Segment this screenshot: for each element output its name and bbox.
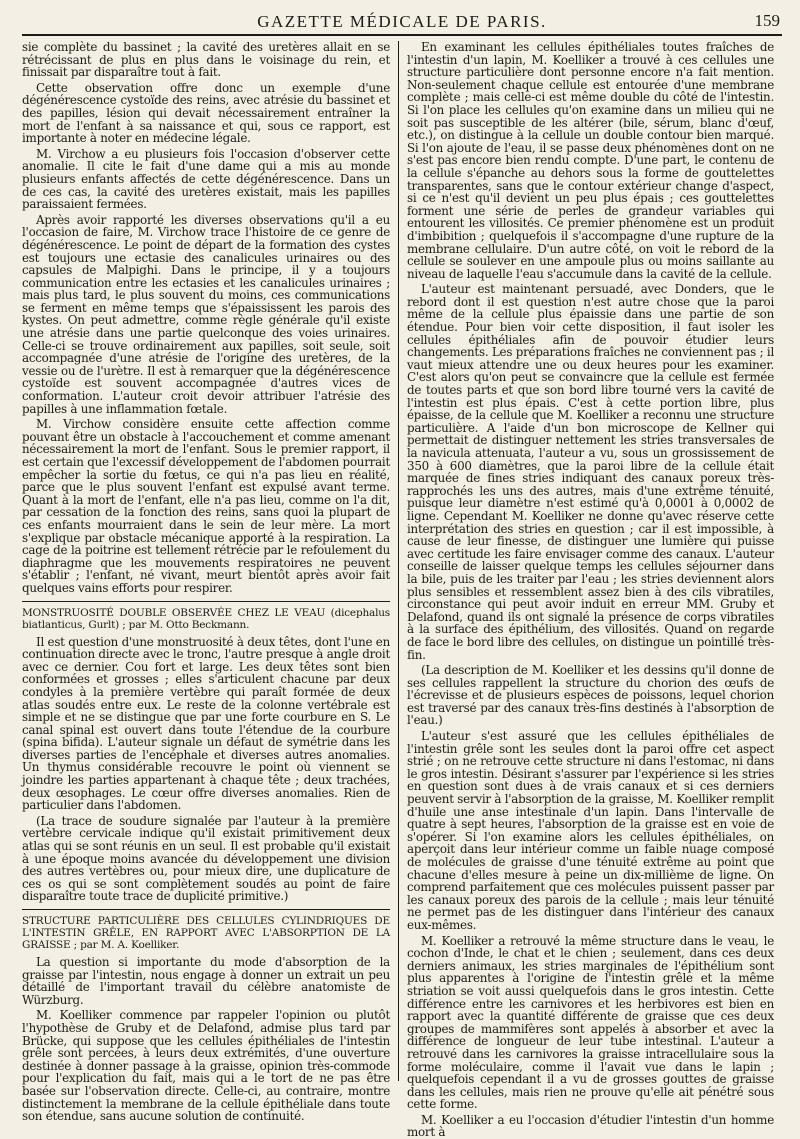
section-heading: MONSTRUOSITÉ DOUBLE OBSERVÉE CHEZ LE VEAU (dicephalus biatlanticus, Gurlt) ; par M. Otto Beckmann. xyxy=(22,601,390,631)
page-header xyxy=(22,0,782,36)
journal-title: GAZETTE MÉDICALE DE PARIS. xyxy=(257,12,547,31)
paragraph: Cette observation offre donc un exemple d'une dégénérescence cystoïde des reins, avec atrésie du bassinet et des papilles, lésion qui devait nécessairement entraîner la mort de l'enfant à sa naissance et qui, sous ce rapport, est importante à noter en médecine légale. xyxy=(22,80,390,146)
paragraph: (La trace de soudure signalée par l'auteur à la première vertèbre cervicale indique qu'il existait primitivement deux atlas qui se sont réunis en un seul. Il est probable qu'il existait à une époque moins avancée du développement une division des autres vertèbres ou, pour mieux dire, une duplicature de ces os qui se sont complètement soudés au point de faire disparaître toute trace de duplicité primitive.) xyxy=(22,813,390,904)
paragraph: M. Koelliker a retrouvé la même structure dans le veau, le cochon d'Inde, le chat et le chien ; seulement, dans ces deux derniers animaux, les stries marginales de l'épithélium sont plus apparentes à l'origine de l'intestin grêle et la même striation se voit aussi quelquefois dans le gros intestin. Cette différence entre les carnivores et les herbivores est bien en rapport avec la quantité différente de graisse que ces deux groupes de mammifères sont appelés à absorber et avec la différence de longueur de leur tube intestinal. L'auteur a retrouvé dans les carnivores la graisse intracellulaire sous la forme moléculaire, comme il l'avait vue dans le lapin ; quelquefois cependant il a vu de grosses gouttes de graisse dans les cellules, mais rien ne prouve qu'elle ait pénétré sous cette forme. xyxy=(407,933,774,1112)
paragraph: (La description de M. Koelliker et les dessins qu'il donne de ses cellules rappellent la structure du chorion des œufs de l'écrevisse et de plusieurs espèces de poissons, lequel chorion est traversé par des canaux très-fins destinés à l'absorption de l'eau.) xyxy=(407,663,774,728)
paragraph: Après avoir rapporté les diverses observations qu'il a eu l'occasion de faire, M. Virchow trace l'histoire de ce genre de dégénérescence. Le point de départ de la formation des cystes est toujours une ectasie des canalicules urinaires ou des capsules de Malpighi. Dans le principe, il y a toujours communication entre les ectasies et les canalicules urinaires ; mais plus tard, le plus souvent du moins, ces communications se ferment en même temps que s'épaississent les parois des kystes. On peut admettre, comme règle générale qu'il existe une atrésie dans une partie quelconque des voies urinaires. Celle-ci se trouve ordinairement aux papilles, soit seule, soit accompagnée d'une atrésie de l'origine des uretères, de la vessie ou de l'urètre. Il est à remarquer que la dégénérescence cystoïde est souvent accompagnée d'autres vices de conformation. L'auteur croit devoir attribuer l'atrésie des papilles à une inflammation fœtale. xyxy=(22,212,390,416)
paragraph: La question si importante du mode d'absorption de la graisse par l'intestin, nous engage à donner un extrait un peu détaillé de l'important travail du célèbre anatomiste de Würzburg. xyxy=(22,955,390,1007)
section-heading: STRUCTURE PARTICULIÈRE DES CELLULES CYLINDRIQUES DE L'INTESTIN GRÊLE, EN RAPPORT AVEC L'ABSORPTION DE LA GRAISSE ; par M. A. Koelliker. xyxy=(22,909,390,951)
paragraph: L'auteur est maintenant persuadé, avec Donders, que le rebord dont il est question n'est autre chose que la paroi même de la cellule plus épaissie dans une partie de son étendue. Pour bien voir cette disposition, il faut isoler les cellules épithéliales afin de pouvoir étudier leurs changements. Les préparations fraîches ne conviennent pas ; il vaut mieux attendre une ou deux heures pour les examiner. C'est alors qu'on peut se convaincre que la cellule est fermée de toutes parts et que son bord libre tourné vers la cavité de l'intestin est plus épais. C'est à cette portion libre, plus épaisse, de la cellule que M. Koelliker a reconnu une structure particulière. A l'aide d'un bon microscope de Kellner qui permettait de distinguer nettement les stries transversales de la navicula attenuata, l'auteur a vu, sous un grossissement de 350 à 600 diamètres, que la paroi libre de la cellule était marquée de fines stries indiquant des canaux poreux très-rapprochés les uns des autres, mais d'une extrême ténuité, puisque leur diamètre n'est estimé qu'à 0,0001 à 0,0002 de ligne. Cependant M. Koelliker ne donne qu'avec réserve cette interprétation des stries en question ; car il est impossible, à cause de leur finesse, de distinguer une lumière qui puisse avec certitude les faire envisager comme des canaux. L'auteur conseille de laisser quelque temps les cellules séjourner dans la bile, puis de les traiter par l'eau ; les stries deviennent alors plus sensibles et ressemblent assez bien à des cils vibratiles, circonstance qui peut avoir induit en erreur MM. Gruby et Delafond, quand ils ont signalé la présence de corps vibratiles à la surface des épithélium, des villosités. Quand on regarde de face le bord libre des cellules, on distingue un pointillé très-fin. xyxy=(407,282,774,662)
paragraph: M. Virchow a eu plusieurs fois l'occasion d'observer cette anomalie. Il cite le fait d'une dame qui a mis au monde plusieurs enfants affectés de cette dégénérescence. Dans un de ces cas, la cavité des uretères existait, mais les papilles paraissaient fermées. xyxy=(22,146,390,212)
paragraph: M. Koelliker commence par rappeler l'opinion ou plutôt l'hypothèse de Gruby et de Delafond, admise plus tard par Brücke, qui suppose que les cellules épithéliales de l'intestin grêle sont percées, à leurs deux extrémités, d'une ouverture destinée à donner passage à la graisse, opinion très-commode pour l'explication du fait, mais qui a le tort de ne pas être basée sur l'observation directe. Celle-ci, au contraire, montre distinctement la membrane de la cellule épithéliale dans toute son étendue, sans aucune solution de continuité. xyxy=(22,1008,390,1124)
paragraph: M. Virchow considère ensuite cette affection comme pouvant être un obstacle à l'accouchement et comme amenant nécessairement la mort de l'enfant. Sous le premier rapport, il est certain que l'excessif développement de l'abdomen pourrait empêcher la sortie du fœtus, ce qui n'a pas lieu en réalité, parce que le plus souvent l'enfant est expulsé avant terme. Quant à la mort de l'enfant, elle n'a pas lieu, comme on l'a dit, par cessation de la fonction des reins, sans quoi la plupart de ces enfants mourraient dans le sein de leur mère. La mort s'explique par obstacle mécanique apporté à la respiration. La cage de la poitrine est tellement rétrécie par le refoulement du diaphragme que les mouvements respiratoires ne peuvent s'établir ; l'enfant, né vivant, meurt bientôt après avoir fait quelques vains efforts pour respirer. xyxy=(22,417,390,595)
paragraph: En examinant les cellules épithéliales toutes fraîches de l'intestin d'un lapin, M. Koelliker a trouvé à ces cellules une structure particulière dont personne encore n'a fait mention. Non-seulement chaque cellule est entourée d'une membrane complète ; mais celle-ci est même double du côté de l'intestin. Si l'on place les cellules qu'on examine dans un milieu qui ne soit pas susceptible de les altérer (bile, sérum, blanc d'œuf, etc.), on distingue à la cellule un double contour bien marqué. Si l'on ajoute de l'eau, il se passe deux phénomènes dont on ne s'est pas encore bien rendu compte. D'une part, le contenu de la cellule s'épanche au dehors sous la forme de gouttelettes transparentes, sans que le contour extérieur change d'aspect, si ce n'est qu'il devient un peu plus épais ; ces gouttelettes forment une série de perles de grandeur variables qui entourent les villosités. Ce premier phénomène est un produit d'imbibition ; quelquefois il s'accompagne d'une rupture de la membrane cellulaire. D'un autre côté, on voit le rebord de la cellule se soulever en une ampoule plus ou moins saillante au niveau de laquelle l'eau s'accumule dans la cavité de la cellule. xyxy=(407,40,774,281)
paragraph: L'auteur s'est assuré que les cellules épithéliales de l'intestin grêle sont les seules dont la paroi offre cet aspect strié ; on ne retrouve cette structure ni dans l'estomac, ni dans le gros intestin. Désirant s'assurer par l'expérience si les stries en question sont dues à de vrais canaux et si ces derniers peuvent servir à l'absorption de la graisse, M. Koelliker remplit d'huile une anse intestinale d'un lapin. Dans l'intervalle de quatre à sept heures, l'absorption de la graisse est en voie de s'opérer. Si l'on examine alors les cellules épithéliales, on aperçoit dans leur intérieur comme un faible nuage composé de molécules de graisse d'une ténuité extrême au point que chacune d'elles mesure à peine un dix-millième de ligne. On comprend parfaitement que ces molécules puissent passer par les canaux poreux des parois de la cellule ; mais leur ténuité ne permet pas de les distinguer dans l'intérieur des canaux eux-mêmes. xyxy=(407,729,774,932)
right-column xyxy=(398,40,774,1139)
page-number: 159 xyxy=(754,11,780,30)
left-column xyxy=(22,40,398,1124)
paragraph: sie complète du bassinet ; la cavité des uretères allait en se rétrécissant de plus en plus dans le voisinage du rein, et finissait par disparaître tout à fait. xyxy=(22,40,390,80)
text-columns xyxy=(22,40,782,1139)
paragraph: Il est question d'une monstruosité à deux têtes, dont l'une en continuation directe avec le tronc, l'autre presque à angle droit avec ce dernier. Cou fort et large. Les deux têtes sont bien conformées et grosses ; elles s'articulent chacune par deux condyles à la première vertèbre qui paraît formée de deux atlas soudés entre eux. Le reste de la colonne vertébrale est simple et ne se distingue que par une forte courbure en S. Le canal spinal est ouvert dans toute l'étendue de la courbure (spina bifida). L'auteur signale un défaut de symétrie dans les diverses parties de l'encéphale et diverses autres anomalies. Un thymus considérable recouvre le point où viennent se joindre les parties appartenant à chaque tête ; deux trachées, deux œsophages. Le cœur offre diverses anomalies. Rien de particulier dans l'abdomen. xyxy=(22,634,390,813)
paragraph: M. Koelliker a eu l'occasion d'étudier l'intestin d'un homme mort à xyxy=(407,1112,774,1139)
